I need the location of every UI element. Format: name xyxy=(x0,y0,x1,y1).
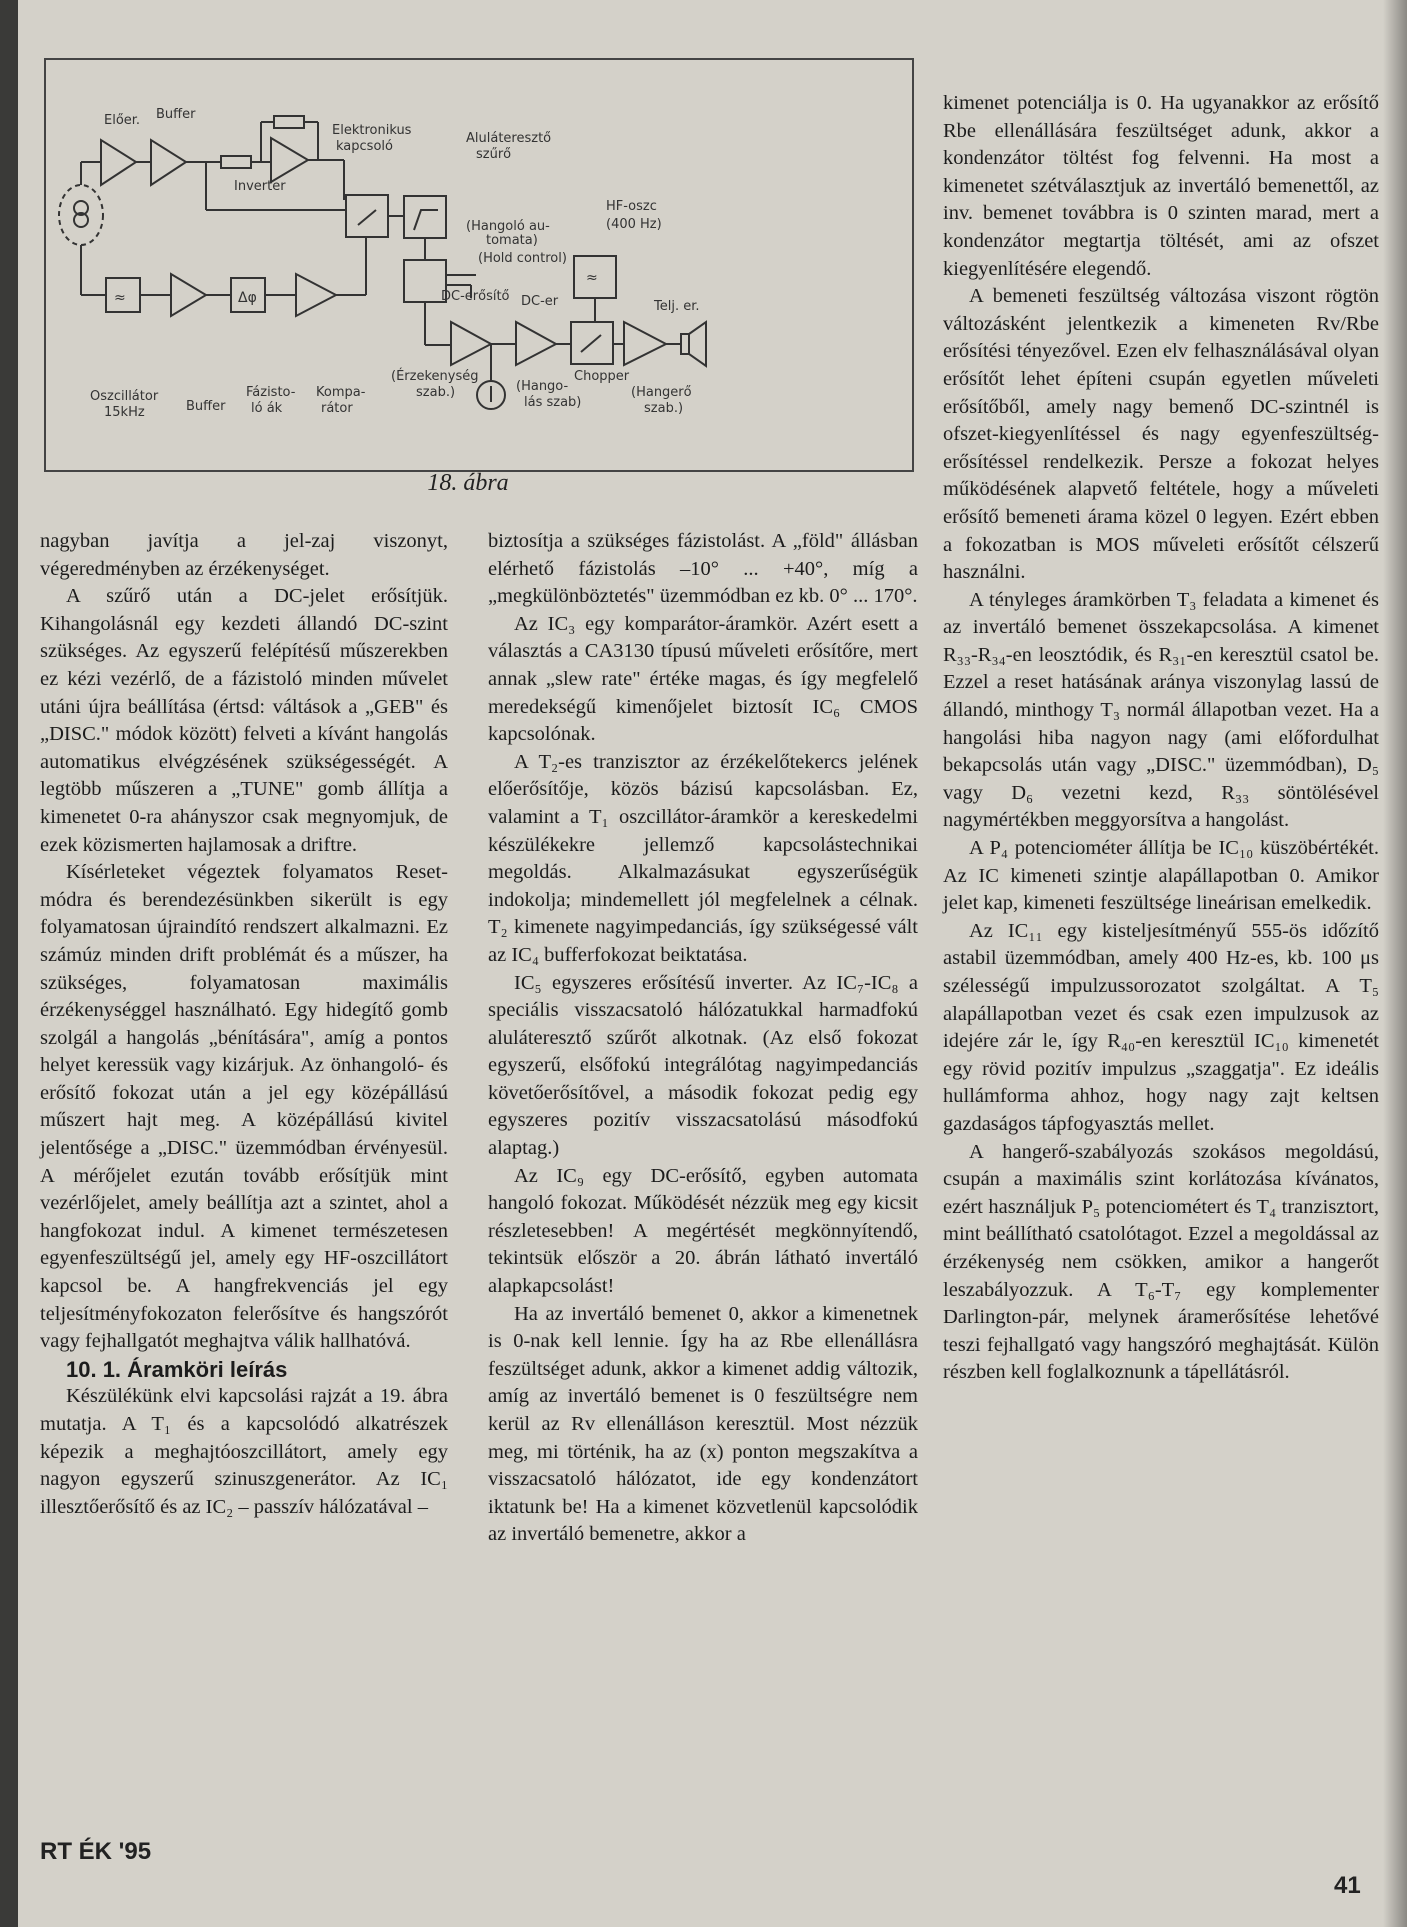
label-dc-er: DC-er xyxy=(521,294,559,309)
page-number: 41 xyxy=(1334,1872,1361,1899)
publication-footer: RT ÉK '95 xyxy=(40,1838,152,1865)
dc-amplifier-triangle xyxy=(451,322,491,365)
label-phase-shifter-2: ló ák xyxy=(251,401,283,416)
section-heading: 10. 1. Áramköri leírás xyxy=(66,1356,288,1382)
electronic-switch-box xyxy=(346,195,388,237)
label-sensitivity-1: (Érzekenység xyxy=(391,369,479,384)
paragraph: A tényleges áramkörben T₃ feladata a kimenet és az invertáló bemenet összekapcsolása. A kimenet R₃₃-R₃₄-en leosztódik, és R₃₁-en keresztül csatol be. Ezzel a reset hatásának aránya viszonylag lassú de állandó, minthogy T₃ normál állapotban vezet. Ha a hangolási hiba nagyon nagy (ami előfordulhat bekapcsolás után vagy „DISC." üzemmódban), D₅ vagy D₆ vezetni kezd, R₃₃ söntölésével nagymértékben meggyorsítva a hangolást. xyxy=(943,588,1379,832)
label-tuning-adj-2: lás szab) xyxy=(524,395,582,410)
paragraph: A szűrő után a DC-jelet erősítjük. Kihangolásnál egy kezdeti állandó DC-szint szükséges. Az egyszerű felépítésű műszerekben ez kézi vezérlő, de a fázistoló minden művelet utáni újra beállítása (értsd: váltások a „GEB" és „DISC." módok között) felveti a kívánt hangolás automatikus elvégzésének szükségességét. A legtöbb műszeren a „TUNE" gomb állítja a kimenetet 0-ra ahányszor csak megnyomjuk, de ezek közismerten hajlamosak a driftre. xyxy=(40,585,448,856)
power-amp-triangle xyxy=(624,322,666,365)
paragraph: IC₅ egyszeres erősítésű inverter. Az IC₇-IC₈ a speciális visszacsatoló hálózatukkal harmadfokú aluláteresztő szűrőt alkotnak. (Az első fokozat egyszerű, elsőfokú integrálótag nagyimpedanciás követőerősítővel, a második fokozat pedig egy egyszeres pozitív visszacsatolású másodfokú alaptag.) xyxy=(488,971,918,1160)
label-comparator-2: rátor xyxy=(321,401,353,416)
figure-caption: 18. ábra xyxy=(427,470,509,496)
paragraph: Készülékünk elvi kapcsolási rajzát a 19. ábra mutatja. A T₁ és a kapcsolódó alkatrészek képezik a meghajtóoszcillátort, amely egy nagyon egyszerű szinuszgenerátor. Az IC₁ illesztőerősítő és az IC₂ – passzív hálózatával – xyxy=(40,1385,448,1518)
resistor xyxy=(221,156,251,168)
phase-symbol: Δφ xyxy=(238,290,257,306)
paragraph: Az IC₃ egy komparátor-áramkör. Azért esett a választás a CA3130 típusú műveleti erősítőre, mert annak „slew rate" értéke magas, és így megfelelő meredekségű kimenőjelet biztosít IC₆ CMOS kapcsolónak. xyxy=(488,612,918,746)
document-page xyxy=(18,0,1407,1927)
label-dc-amplifier: DC-erősítő xyxy=(441,289,510,304)
paragraph: kimenet potenciálja is 0. Ha ugyanakkor az erősítő Rbe ellenállására feszültséget adunk, akkor a kondenzátor töltést fog felvenni. Ha most a kimenetet szétválasztjuk az invertáló bemenettől, az inv. bemenet továbbra is 0 szinten marad, mert a kondenzátor megtartja töltését, ami az ofszet kiegyenlítésére elegendő. xyxy=(943,92,1379,280)
sine-symbol-hf: ≈ xyxy=(586,270,598,286)
paragraph: A P₄ potenciométer állítja be IC₁₀ küszöbértékét. Az IC kimeneti szintje alapállapotban 0. Amikor jelet kap, kimeneti feszültsége lineárisan emelkedik. xyxy=(943,837,1379,915)
block-diagram-figure xyxy=(44,58,914,472)
label-sensitivity-2: szab.) xyxy=(416,385,456,400)
label-hold-control: (Hold control) xyxy=(478,251,567,266)
preamp-triangle xyxy=(101,140,136,185)
label-chopper: Chopper xyxy=(574,369,630,384)
text-column-1 xyxy=(40,528,448,1521)
label-volume-2: szab.) xyxy=(644,401,684,416)
buffer-triangle xyxy=(151,140,186,185)
label-tuning-adj-1: (Hango- xyxy=(516,379,569,394)
label-oscillator: Oszcillátor xyxy=(90,389,159,404)
paragraph: A T₂-es tranzisztor az érzékelőtekercs jelének előerősítője, közös bázisú kapcsolásban. Ez, valamint a T₁ oszcillátor-áramkör a kereskedelmi készülékekre jellemző kapcsolástechnikai megoldás. Alkalmazásukat egyszerűségük indokolja; mindemellett jól megfelelnek a célnak. T₂ kimenete nagyimpedanciás, így szükségessé vált az IC₄ bufferfokozat beiktatása. xyxy=(488,750,918,966)
paragraph: A hangerő-szabályozás szokásos megoldású, csupán a maximális szint korlátozása kívánatos, ezért használjuk P₅ potenciométert és T₄ tranzisztort, mint beállítható csatolótagot. Ezzel a megoldással az érzékenység nem csökken, amikor a hangerőt leszabályozzuk. A T₆-T₇ egy komplementer Darlington-pár, melynek áramerősítése lehetővé teszi fejhallgató vagy hangszóró meghajtását. Külön részben kell foglalkoznunk a tápellátásról. xyxy=(943,1140,1379,1384)
label-hf-osc: HF-oszc xyxy=(606,199,657,214)
paragraph: Az IC₉ egy DC-erősítő, egyben automata hangoló fokozat. Működését nézzük meg egy kicsit részletesebben! A megértését megkönnyítendő, tekintsük először a 20. ábrán látható invertáló alapkapcsolást! xyxy=(488,1164,918,1298)
label-hf-freq: (400 Hz) xyxy=(606,217,662,232)
inverter-triangle xyxy=(271,138,308,182)
label-lowpass-1: Aluláteresztő xyxy=(466,131,552,146)
label-inverter: Inverter xyxy=(234,179,286,194)
label-preamp: Előer. xyxy=(104,113,141,128)
label-auto-tuning-2: tomata) xyxy=(486,233,538,248)
dc-amp2-triangle xyxy=(516,322,556,365)
paragraph: Az IC₁₁ egy kisteljesítményű 555-ös időzítő astabil üzemmódban, amely 400 Hz-es, kb. 100 μs szélességű impulzussorozatot szolgáltat. A T₅ alapállapotban vezet és csak ezen impulzusok az idejére zár le, így R₄₀-en keresztül IC₁₀ kimenetét egy rövid pozitív impulzus „szaggatja". Ez ideális hullámforma ahhoz, hogy nagy zajt keltsen gazdaságos tápfogyasztás mellet. xyxy=(943,919,1379,1135)
label-phase-shifter-1: Fázisto- xyxy=(246,385,296,400)
comparator-triangle xyxy=(296,274,336,316)
label-electronic: Elektronikus xyxy=(332,123,412,138)
paragraph: nagyban javítja a jel-zaj viszonyt, végeredményben az érzékenységet. xyxy=(40,530,448,580)
paragraph: Ha az invertáló bemenet 0, akkor a kimenetnek is 0-nak kell lennie. Így ha az Rbe ellenállásra feszültséget adunk, akkor a kimenet addig változik, amíg az invertáló bemenet is 0 feszültségre nem kerül az Rv ellenálláson keresztül. Most nézzük meg, mi történik, ha az (x) ponton megszakítva a visszacsatoló hálózatot, ide egy kondenzátort iktatunk be! Ha a kimenet közvetlenül kapcsolódik az invertáló bemenetre, akkor a xyxy=(488,1302,918,1546)
speaker-icon xyxy=(681,334,689,354)
buffer-bottom-triangle xyxy=(171,274,206,316)
paragraph: A bemeneti feszültség változása viszont rögtön változásként jelentkezik a kimeneten Rv/Rbe erősítési tényezővel. Ezen elv felhasználásával olyan erősítőt lehet építeni csupán egyetlen műveleti erősítőből, amely nagy bemenő DC-szintnél is ofszet-kiegyenlítéssel és nagy egyenfeszültség-erősítéssel rendelkezik. Persze a fokozat helyes működésének alapvető feltétele, hogy a műveleti erősítő bemeneti árama közel 0 legyen. Ezért ebben a fokozatban is MOS műveleti erősítőt célszerű használni. xyxy=(943,285,1379,584)
label-oscillator-freq: 15kHz xyxy=(104,405,145,420)
auto-tuning-box xyxy=(404,260,446,302)
lowpass-filter-box xyxy=(404,196,446,238)
text-column-3 xyxy=(943,90,1379,1387)
label-auto-tuning-1: (Hangoló au- xyxy=(466,219,550,234)
paragraph: biztosítja a szükséges fázistolást. A „föld" állásban elérhető fázistolás –10° ... +40°, míg a „megkülönböztetés" üzemmódban ez kb. 0° ... 170°. xyxy=(488,530,918,608)
label-power-amp: Telj. er. xyxy=(654,299,700,314)
label-comparator-1: Kompa- xyxy=(316,385,366,400)
page-edge-shadow xyxy=(1383,0,1407,1927)
label-buffer-top: Buffer xyxy=(156,107,196,122)
label-volume-1: (Hangerő xyxy=(631,385,692,400)
label-switch: kapcsoló xyxy=(336,139,393,154)
block-diagram xyxy=(46,60,912,470)
label-buffer-bottom: Buffer xyxy=(186,399,226,414)
sine-symbol-osc: ≈ xyxy=(114,290,126,306)
paragraph: Kísérleteket végeztek folyamatos Reset-módra és berendezésünkben sikerült is egy folyamatosan újraindító rendszert alkalmazni. Ez számúz minden drift problémát és a műszer, ha szükséges, folyamatosan maximális érzékenységgel használható. Egy hidegítő gomb szolgál a hangolás „bénítására", amíg a pontos helyet keressük vagy kizárjuk. Az önhangoló- és erősítő fokozat után a jel egy középállású műszert hajt meg. A középállású kivitel jelentősége a „DISC." üzemmódban érvényesül. A mérőjelet ezután tovább erősítjük mint vezérlőjelet, amely beállítja azt a szintet, ahol a hangfokozat indul. A kimenet természetesen egyenfeszültségű jel, amely egy HF-oszcillátort kapcsol be. A hangfrekvenciás jel egy teljesítményfokozaton felerősítve és hangszórót vagy fejhallgatót meghajtva válik hallhatóvá. xyxy=(40,861,448,1353)
text-column-2 xyxy=(488,528,918,1549)
label-lowpass-2: szűrő xyxy=(476,147,512,162)
